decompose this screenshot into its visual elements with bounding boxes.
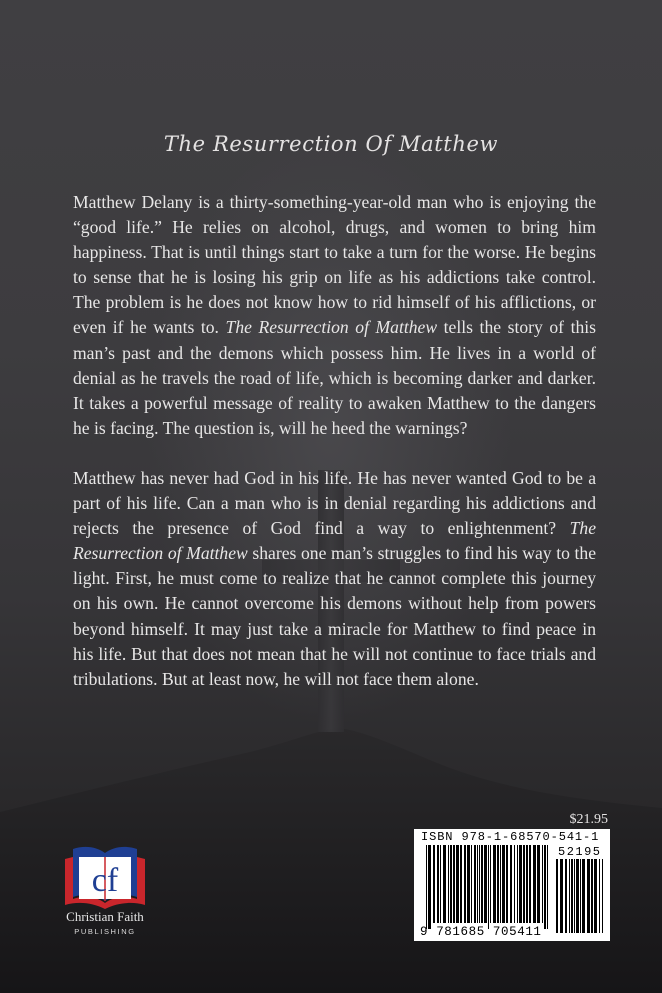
isbn-label: ISBN 978-1-68570-541-1	[421, 830, 600, 844]
barcode-bar	[500, 845, 501, 923]
barcode-bar	[488, 845, 489, 929]
barcode-bar	[571, 859, 573, 933]
barcode-bar	[460, 845, 462, 923]
barcode-bar	[493, 845, 496, 923]
ean-digits: 9 781685 705411	[420, 925, 542, 939]
barcode-bar	[574, 859, 575, 933]
barcode-bar	[450, 845, 452, 923]
book-description	[73, 190, 596, 717]
barcode-bar	[456, 845, 459, 923]
barcode-bar	[514, 845, 515, 923]
barcode-bar	[448, 845, 449, 923]
barcode-bar	[426, 845, 427, 929]
barcode-bar	[576, 859, 579, 933]
description-paragraph-2: Matthew has never had God in his life. He has never wanted God to be a part of his life. Can a man who is in denial regarding his addictions and rejects the presence of God find a way to enlightenment? The Resurrection of Matthew shares one man’s struggles to find his way to the light. First, he must come to realize that he cannot complete this journey on his own. He cannot overcome his demons without help from powers beyond himself. It may just take a miracle for Matthew to find peace in his life. But that does not mean that he will not continue to face trials and tribulations. But at least now, he will not face them alone.	[73, 467, 596, 689]
barcode-bar	[481, 845, 483, 923]
barcode-bar	[565, 859, 567, 933]
barcode-bar	[591, 859, 593, 933]
barcode-bar	[542, 845, 543, 923]
barcode-bar	[580, 859, 581, 933]
barcode-bar	[437, 845, 439, 923]
barcode-bar	[502, 845, 505, 923]
barcode-bar	[479, 845, 480, 923]
barcode-bar	[547, 845, 548, 929]
barcode-bar	[529, 845, 531, 923]
barcode-bar	[506, 845, 508, 923]
barcode-bar	[477, 845, 478, 923]
publisher-name: Christian Faith	[66, 909, 144, 924]
barcode-bar	[428, 845, 431, 929]
barcode-bar	[560, 859, 563, 933]
barcode-bar	[526, 845, 528, 923]
barcode-bar	[587, 859, 590, 933]
barcode-bar	[523, 845, 525, 923]
barcode-bar	[467, 845, 470, 923]
barcode-bar	[510, 845, 512, 923]
barcode-bar	[537, 845, 540, 923]
barcode-bar	[519, 845, 522, 923]
barcode-bar	[497, 845, 499, 923]
barcode-bar	[602, 859, 603, 933]
barcode-bar	[544, 845, 546, 929]
barcode-bar	[474, 845, 476, 923]
barcode-bar	[453, 845, 455, 923]
barcode-bar	[517, 845, 518, 923]
barcode-bar	[599, 859, 600, 933]
barcode-bar	[490, 845, 491, 923]
barcode-bar	[440, 845, 441, 923]
barcode-bar	[582, 859, 585, 933]
barcode-bar	[556, 859, 558, 933]
barcode-bar	[471, 845, 472, 923]
barcode-bar	[569, 859, 570, 933]
barcode-bar	[433, 845, 435, 923]
barcode-bar	[464, 845, 466, 923]
addon-digits: 52195	[558, 845, 602, 859]
barcode-box	[414, 829, 610, 941]
book-title: The Resurrection Of Matthew	[163, 132, 499, 156]
price-label: $21.95	[569, 812, 608, 827]
publisher-subname: PUBLISHING	[74, 927, 136, 936]
title-italic: The Resurrection of Matthew	[73, 518, 596, 564]
logo-letters: cf	[91, 862, 119, 899]
title-italic: The Resurrection of Matthew	[225, 317, 438, 338]
description-paragraph-1: Matthew Delany is a thirty-something-year-old man who is enjoying the “good life.” He relies on alcohol, drugs, and women to bring him happiness. That is until things start to take a turn for the worse. He begins to sense that he is losing his grip on life as his addictions take control. The problem is he does not know how to rid himself of his afflictions, or even if he wants to. The Resurrection of Matthew tells the story of this man’s past and the demons which possess him. He lives in a world of denial as he travels the road of life, which is becoming darker and darker. It takes a powerful message of reality to awaken Matthew to the dangers he is facing. The question is, will he heed the warnings?	[73, 192, 597, 438]
barcode-bar	[484, 845, 487, 923]
barcode-bar	[533, 845, 536, 923]
barcode-bar	[594, 859, 597, 933]
barcode-bar	[443, 845, 446, 923]
